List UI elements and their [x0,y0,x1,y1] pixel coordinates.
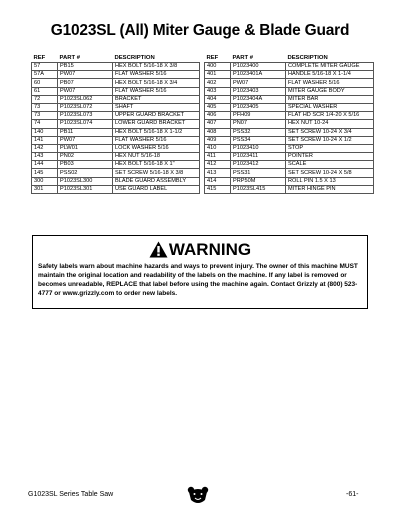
ref-cell: 402 [205,79,231,87]
part-number-cell: P1023SL074 [58,120,113,128]
table-row [205,95,374,103]
table-row [32,185,200,193]
part-number-cell: PW07 [58,136,113,144]
table-row [32,153,200,161]
table-row [205,153,374,161]
ref-cell: 57A [32,71,58,79]
description-cell: FLAT WASHER 5/16 [113,87,200,95]
table-row [32,103,200,111]
description-cell: HEX NUT 5/16-18 [113,153,200,161]
part-number-cell: P1023SL062 [58,95,113,103]
footer-manual-title: G1023SL Series Table Saw [28,491,114,498]
part-number-cell: P1023SL415 [231,185,286,193]
part-header: PART # [59,54,81,61]
ref-cell: 407 [205,120,231,128]
part-number-cell: PW07 [58,71,113,79]
ref-cell: 143 [32,153,58,161]
ref-cell: 408 [205,128,231,136]
ref-cell: 415 [205,185,231,193]
warning-heading [33,240,367,260]
ref-cell: 301 [32,185,58,193]
part-number-cell: P1023403 [231,87,286,95]
description-cell: MITER HINGE PIN [286,185,374,193]
part-number-cell: P1023412 [231,161,286,169]
table-row [205,103,374,111]
page-number: -61- [346,491,359,498]
description-cell: SHAFT [113,103,200,111]
part-number-cell: P1023SL073 [58,112,113,120]
table-row [32,95,200,103]
part-number-cell: P1023404A [231,95,286,103]
ref-cell: 414 [205,177,231,185]
description-cell: COMPLETE MITER GAUGE [286,63,374,71]
ref-cell: 142 [32,144,58,152]
description-header: DESCRIPTION [114,54,155,61]
description-cell: SET SCREW 5/16-18 X 3/8 [113,169,200,177]
ref-cell: 411 [205,153,231,161]
table-row [32,169,200,177]
ref-cell: 144 [32,161,58,169]
part-number-cell: PN02 [58,153,113,161]
description-cell: HEX BOLT 5/16-18 X 1" [113,161,200,169]
table-header-row [32,54,200,63]
table-row [32,63,200,71]
table-row [32,144,200,152]
part-number-cell: PSS34 [231,136,286,144]
table-row [205,161,374,169]
description-cell: HANDLE 5/16-18 X 1-1/4 [286,71,374,79]
parts-table-left [31,54,200,194]
ref-cell: 406 [205,112,231,120]
description-cell: USE GUARD LABEL [113,185,200,193]
part-number-cell: PLW01 [58,144,113,152]
description-cell: SET SCREW 10-24 X 3/4 [286,128,374,136]
ref-cell: 145 [32,169,58,177]
description-cell: ROLL PIN 1.5 X 13 [286,177,374,185]
part-number-cell: PW07 [58,87,113,95]
part-number-cell: PB15 [58,63,113,71]
description-cell: POINTER [286,153,374,161]
description-cell: BRACKET [113,95,200,103]
table-row [32,120,200,128]
table-row [205,71,374,79]
description-cell: MITER BAR [286,95,374,103]
description-cell: FLAT WASHER 5/16 [113,136,200,144]
ref-cell: 73 [32,112,58,120]
ref-header: REF [206,54,219,61]
part-number-cell: P1023401A [231,71,286,79]
table-row [32,87,200,95]
part-number-cell: P1023405 [231,103,286,111]
warning-title: WARNING [168,240,252,259]
page-title: G1023SL (All) Miter Gauge & Blade Guard [50,22,350,39]
description-cell: FLAT WASHER 5/16 [113,71,200,79]
part-number-cell: P1023SL072 [58,103,113,111]
description-cell: HEX BOLT 5/16-18 X 3/8 [113,63,200,71]
part-number-cell: PSS31 [231,169,286,177]
description-cell: FLAT HD SCR 1/4-20 X 5/16 [286,112,374,120]
ref-cell: 73 [32,103,58,111]
part-number-cell: PSS32 [231,128,286,136]
description-cell: SET SCREW 10-24 X 5/8 [286,169,374,177]
part-number-cell: P1023SL301 [58,185,113,193]
warning-box [32,235,368,309]
table-row [32,136,200,144]
description-cell: HEX BOLT 5/16-18 X 3/4 [113,79,200,87]
description-cell: SPECIAL WASHER [286,103,374,111]
table-row [205,120,374,128]
description-cell: LOCK WASHER 5/16 [113,144,200,152]
table-row [205,128,374,136]
part-number-cell: PB07 [58,79,113,87]
part-number-cell: PW07 [231,79,286,87]
table-row [32,71,200,79]
warning-triangle-icon [149,241,168,258]
table-row [32,161,200,169]
table-row [205,63,374,71]
part-number-cell: PB03 [58,161,113,169]
part-number-cell: PB11 [58,128,113,136]
ref-header: REF [33,54,46,61]
part-number-cell: PFH09 [231,112,286,120]
ref-cell: 57 [32,63,58,71]
table-row [205,185,374,193]
part-number-cell: P1023411 [231,153,286,161]
table-row [32,128,200,136]
table-row [205,112,374,120]
ref-cell: 413 [205,169,231,177]
description-cell: SCALE [286,161,374,169]
description-cell: FLAT WASHER 5/16 [286,79,374,87]
part-number-cell: P1023410 [231,144,286,152]
description-header: DESCRIPTION [287,54,328,61]
part-number-cell: P1023SL300 [58,177,113,185]
ref-cell: 400 [205,63,231,71]
ref-cell: 300 [32,177,58,185]
description-cell: HEX NUT 10-24 [286,120,374,128]
table-row [205,144,374,152]
ref-cell: 140 [32,128,58,136]
parts-table-right [204,54,374,194]
ref-cell: 61 [32,87,58,95]
description-cell: LOWER GUARD BRACKET [113,120,200,128]
table-row [205,79,374,87]
table-row [205,177,374,185]
ref-cell: 141 [32,136,58,144]
table-row [205,136,374,144]
description-cell: HEX BOLT 5/16-18 X 1-1/2 [113,128,200,136]
part-number-cell: PSS02 [58,169,113,177]
description-cell: STOP [286,144,374,152]
part-number-cell: P1023400 [231,63,286,71]
part-header: PART # [232,54,254,61]
ref-cell: 412 [205,161,231,169]
table-row [32,112,200,120]
part-number-cell: PN07 [231,120,286,128]
part-number-cell: PRP50M [231,177,286,185]
ref-cell: 401 [205,71,231,79]
table-row [205,169,374,177]
table-row [32,177,200,185]
table-header-row [205,54,374,63]
description-cell: UPPER GUARD BRACKET [113,112,200,120]
description-cell: SET SCREW 10-24 X 1/2 [286,136,374,144]
description-cell: MITER GAUGE BODY [286,87,374,95]
ref-cell: 405 [205,103,231,111]
description-cell: BLADE GUARD ASSEMBLY [113,177,200,185]
ref-cell: 60 [32,79,58,87]
ref-cell: 409 [205,136,231,144]
ref-cell: 74 [32,120,58,128]
grizzly-bear-icon [186,486,210,506]
ref-cell: 72 [32,95,58,103]
ref-cell: 404 [205,95,231,103]
table-row [32,79,200,87]
warning-text: Safety labels warn about machine hazards and ways to prevent injury. The owner of this machine MUST maintain the original location and readability of the labels on the machine. If any label is removed or becomes unreadable, REPLACE that label before using the machine again. Contact Grizzly at (800) 523-4777 or www.grizzly.com to order new labels. [38,263,358,297]
table-row [205,87,374,95]
ref-cell: 403 [205,87,231,95]
ref-cell: 410 [205,144,231,152]
